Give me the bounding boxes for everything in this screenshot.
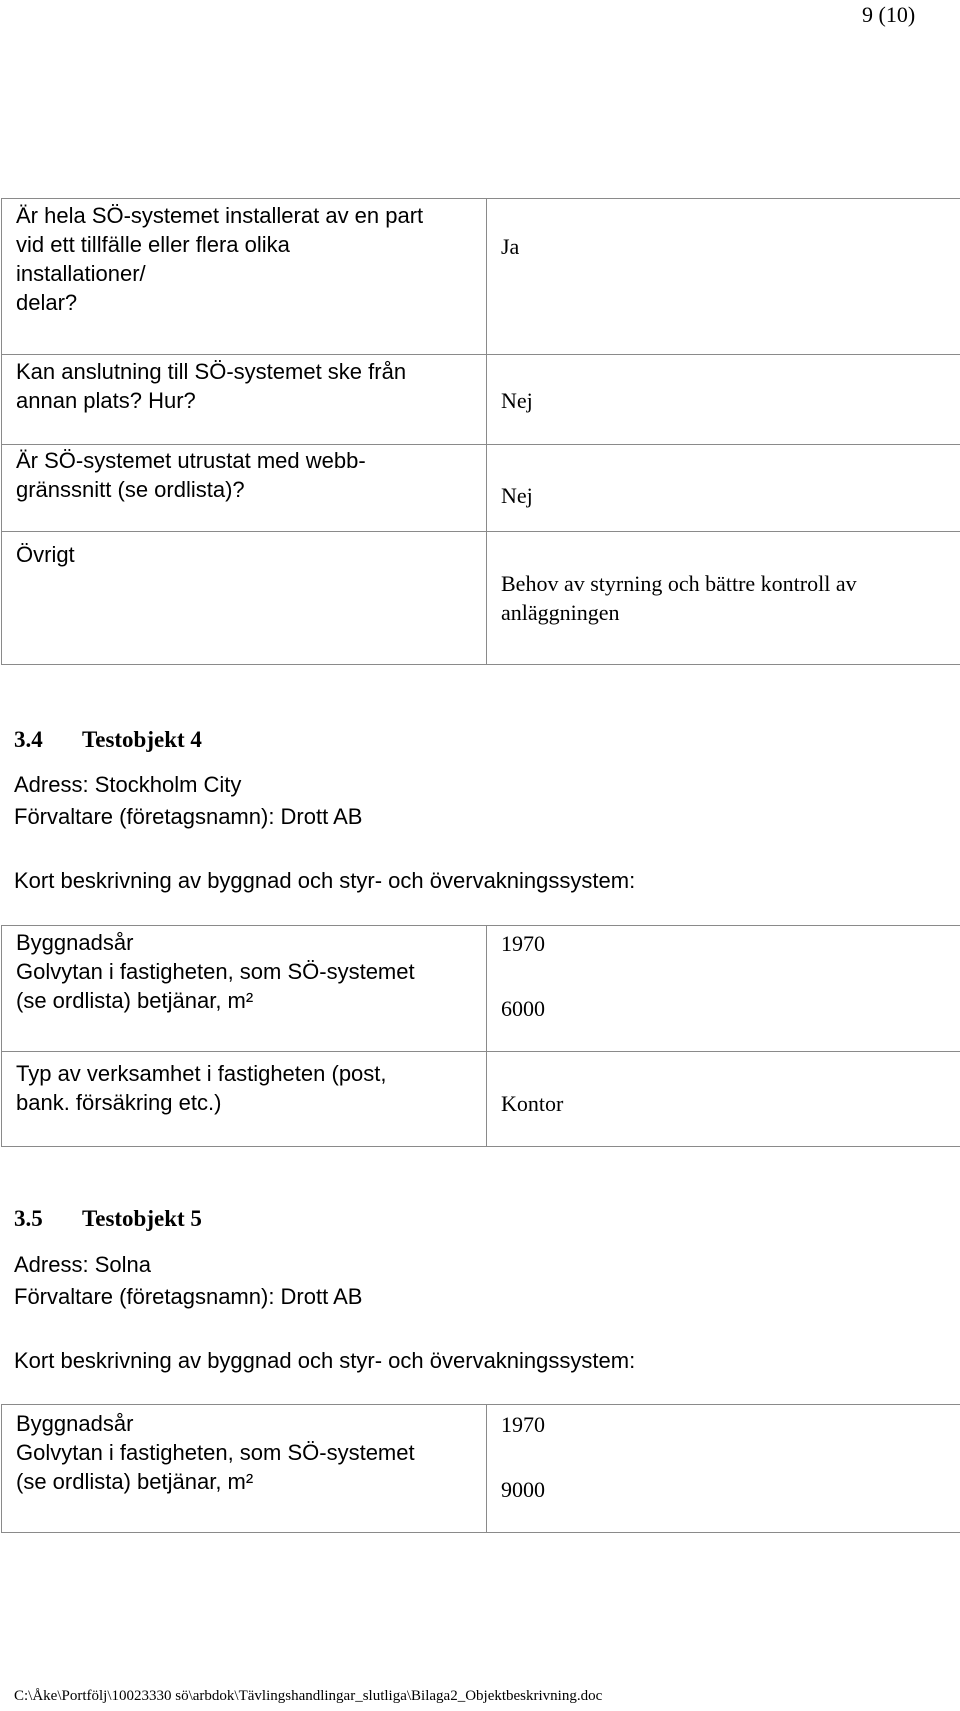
question-line: annan plats? Hur? <box>16 388 196 413</box>
address-line: Adress: Stockholm City <box>14 772 242 797</box>
label-line: Golvytan i fastigheten, som SÖ-systemet <box>16 1440 415 1465</box>
question-line: Övrigt <box>16 542 75 567</box>
manager-line: Förvaltare (företagsnamn): Drott AB <box>14 804 363 829</box>
section-number: 3.4 <box>14 727 43 752</box>
table-row <box>2 532 960 665</box>
answer-cell <box>487 445 960 532</box>
building-table <box>1 1404 960 1533</box>
label-line: bank. försäkring etc.) <box>16 1090 222 1115</box>
table-row <box>2 1052 960 1147</box>
value-text: Kontor <box>501 1091 564 1116</box>
question-line: gränssnitt (se ordlista)? <box>16 477 245 502</box>
table-row <box>2 1405 960 1533</box>
section-number: 3.5 <box>14 1206 43 1231</box>
answer-line: Nej <box>501 483 533 508</box>
answer-cell <box>487 355 960 445</box>
question-line: delar? <box>16 290 78 315</box>
label-line: Golvytan i fastigheten, som SÖ-systemet <box>16 959 415 984</box>
label-line: Byggnadsår <box>16 930 134 955</box>
section-heading <box>14 727 202 753</box>
table-row <box>2 355 960 445</box>
table-row <box>2 199 960 355</box>
footer-file-path: C:\Åke\Portfölj\10023330 sö\arbdok\Tävlingshandlingar_slutliga\Bilaga2_Objektbeskrivning.doc <box>14 1688 603 1704</box>
questions-table <box>1 198 960 665</box>
question-cell <box>2 199 487 355</box>
answer-cell <box>487 199 960 355</box>
value-cell <box>487 926 960 1052</box>
question-line: Är SÖ-systemet utrustat med webb- <box>16 448 366 473</box>
question-line: Är hela SÖ-systemet installerat av en part <box>16 203 424 228</box>
answer-cell <box>487 532 960 665</box>
section-title: Testobjekt 4 <box>82 727 202 752</box>
label-line: Byggnadsår <box>16 1411 134 1436</box>
section-title: Testobjekt 5 <box>82 1206 202 1231</box>
manager-line: Förvaltare (företagsnamn): Drott AB <box>14 1284 363 1309</box>
answer-line: Behov av styrning och bättre kontroll av <box>501 571 857 596</box>
answer-line: anläggningen <box>501 600 620 625</box>
question-line: Kan anslutning till SÖ-systemet ske från <box>16 359 407 384</box>
value-text: 1970 <box>501 1412 545 1437</box>
description-label: Kort beskrivning av byggnad och styr- och övervakningssystem: <box>14 868 636 893</box>
label-cell <box>2 926 487 1052</box>
description-label: Kort beskrivning av byggnad och styr- och övervakningssystem: <box>14 1348 636 1373</box>
question-cell <box>2 355 487 445</box>
label-line: (se ordlista) betjänar, m² <box>16 988 254 1013</box>
question-cell <box>2 445 487 532</box>
answer-line: Nej <box>501 388 533 413</box>
value-text: 9000 <box>501 1477 545 1502</box>
answer-line: Ja <box>501 234 520 259</box>
label-line: (se ordlista) betjänar, m² <box>16 1469 254 1494</box>
section-heading <box>14 1206 202 1232</box>
address-line: Adress: Solna <box>14 1252 151 1277</box>
page-number: 9 (10) <box>862 2 916 27</box>
label-line: Typ av verksamhet i fastigheten (post, <box>16 1061 387 1086</box>
question-line: installationer/ <box>16 261 146 286</box>
table-row <box>2 445 960 532</box>
label-cell <box>2 1052 487 1147</box>
question-line: vid ett tillfälle eller flera olika <box>16 232 290 257</box>
value-cell <box>487 1052 960 1147</box>
label-cell <box>2 1405 487 1533</box>
value-text: 1970 <box>501 931 545 956</box>
building-table <box>1 925 960 1147</box>
value-text: 6000 <box>501 996 545 1021</box>
value-cell <box>487 1405 960 1533</box>
question-cell <box>2 532 487 665</box>
table-row <box>2 926 960 1052</box>
